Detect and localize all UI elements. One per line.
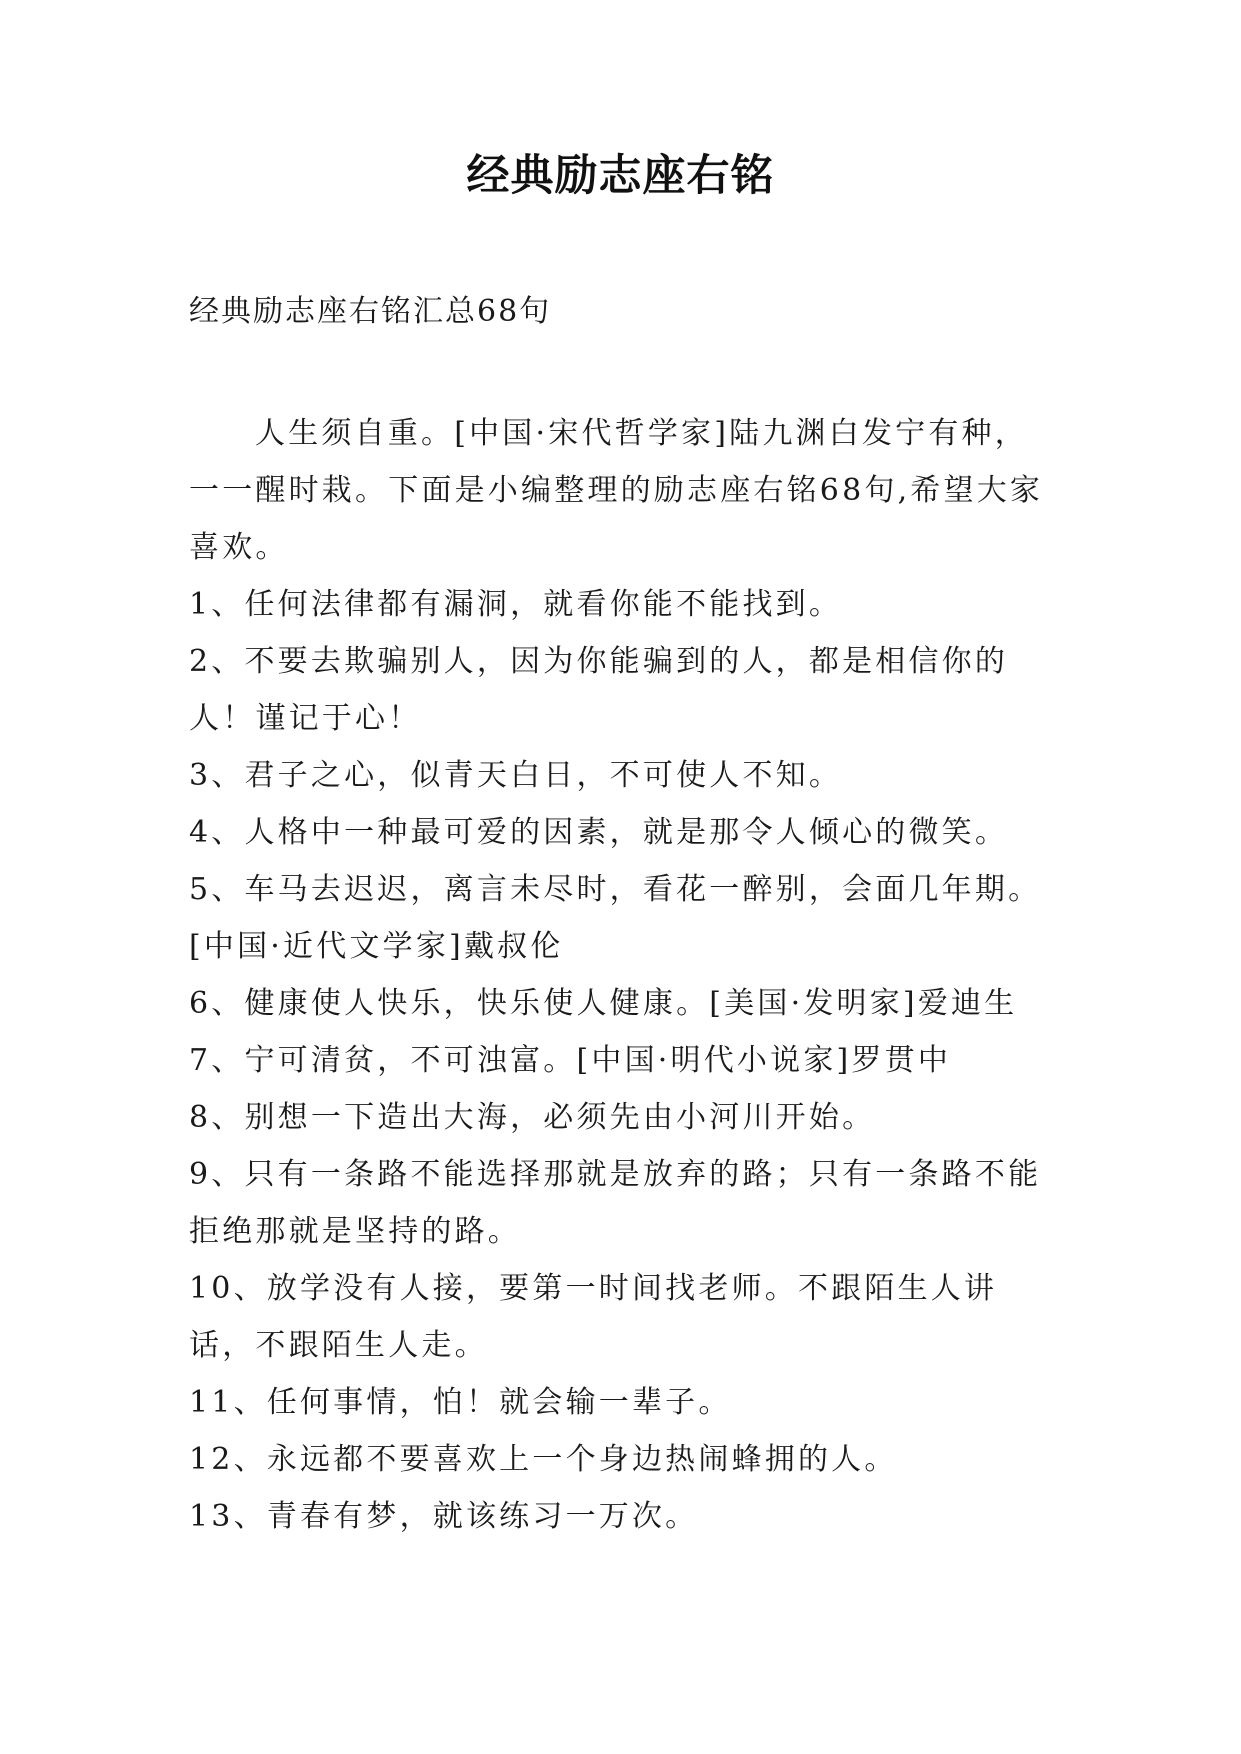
list-item: 12、永远都不要喜欢上一个身边热闹蜂拥的人。	[189, 1442, 898, 1477]
list-item: 11、任何事情，怕！就会输一辈子。	[189, 1385, 732, 1420]
list-item: 6、健康使人快乐，快乐使人健康。[美国·发明家]爱迪生	[189, 986, 1018, 1021]
document-subtitle: 经典励志座右铭汇总68句	[189, 294, 552, 329]
list-item: 5、车马去迟迟，离言未尽时，看花一醉别，会面几年期。[中国·近代文学家]戴叔伦	[189, 872, 1042, 964]
list-item: 1、任何法律都有漏洞，就看你能不能找到。	[189, 587, 843, 622]
list-item: 3、君子之心，似青天白日，不可使人不知。	[189, 758, 843, 793]
list-item: 4、人格中一种最可爱的因素，就是那令人倾心的微笑。	[189, 815, 1009, 850]
intro-paragraph: 人生须自重。[中国·宋代哲学家]陆九渊白发宁有种，一一醒时栽。下面是小编整理的励志座右铭68句,希望大家喜欢。	[189, 416, 1044, 565]
list-item: 2、不要去欺骗别人，因为你能骗到的人，都是相信你的人！谨记于心！	[189, 644, 1009, 736]
list-item: 8、别想一下造出大海，必须先由小河川开始。	[189, 1100, 876, 1135]
list-item: 13、青春有梦，就该练习一万次。	[189, 1499, 699, 1534]
list-item: 7、宁可清贫，不可浊富。[中国·明代小说家]罗贯中	[189, 1043, 952, 1078]
document-title: 经典励志座右铭	[466, 151, 775, 201]
list-item: 10、放学没有人接，要第一时间找老师。不跟陌生人讲话，不跟陌生人走。	[189, 1271, 998, 1363]
list-item: 9、只有一条路不能选择那就是放弃的路；只有一条路不能拒绝那就是坚持的路。	[189, 1157, 1042, 1249]
document-body	[189, 405, 1059, 1545]
